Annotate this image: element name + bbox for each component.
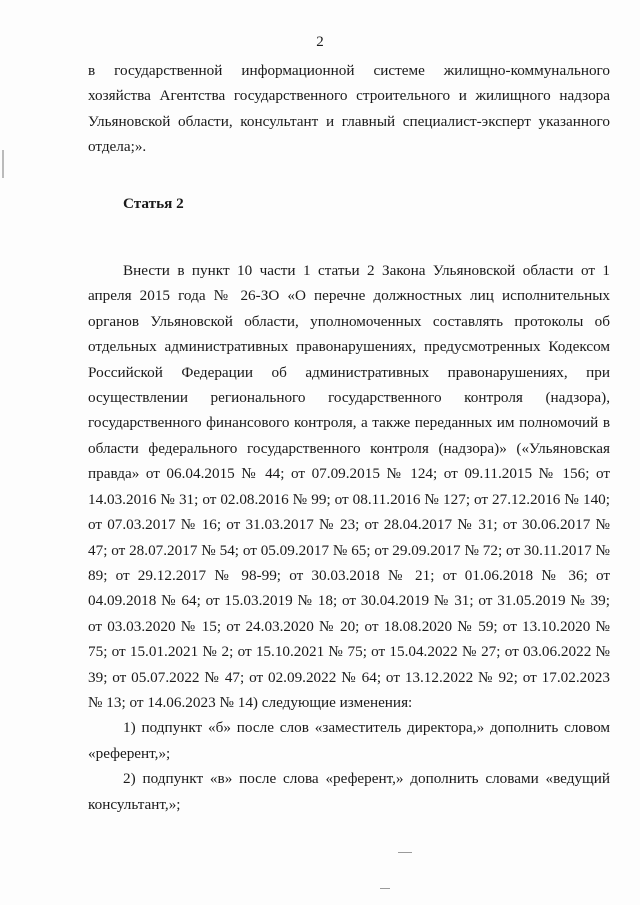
scan-artifact [380, 888, 390, 889]
continuation-paragraph: в государственной информационной системе жилищно-коммунального хозяйства Агентства государственного строительного и жилищного надзора Ульяновской области, консультант и главный специалист-эксперт указанного отдела;». [88, 62, 610, 156]
main-paragraph: Внести в пункт 10 части 1 статьи 2 Закона Ульяновской области от 1 апреля 2015 года № 26-ЗО «О перечне должностных лиц исполнительных органов Ульяновской области, уполномоченных составлять протоколы об отдельных административных правонарушениях, предусмотренных Кодексом Российской Федерации об административных правонарушениях, при осуществлении регионального государственного контроля (надзора), государственного финансового контроля, а также переданных им полномочий в области федерального государственного контроля (надзора)» («Ульяновская правда» от 06.04.2015 № 44; от 07.09.2015 № 124; от 09.11.2015 № 156; от 14.03.2016 № 31; от 02.08.2016 № 99; от 08.11.2016 № 127; от 27.12.2016 № 140; от 07.03.2017 № 16; от 31.03.2017 № 23; от 28.04.2017 № 31; от 30.06.2017 № 47; от 28.07.2017 № 54; от 05.09.2017 № 65; от 29.09.2017 № 72; от 30.11.2017 № 89; от 29.12.2017 № 98-99; от 30.03.2018 № 21; от 01.06.2018 № 36; от 04.09.2018 № 64; от 15.03.2019 № 18; от 30.04.2019 № 31; от 31.05.2019 № 39; от 03.03.2020 № 15; от 24.03.2020 № 20; от 18.08.2020 № 59; от 13.10.2020 № 75; от 15.01.2021 № 2; от 15.10.2021 № 75; от 15.04.2022 № 27; от 03.06.2022 № 39; от 05.07.2022 № 47; от 02.09.2022 № 64; от 13.12.2022 № 92; от 17.02.2023 № 13; от 14.06.2023 № 14) следующие изменения: [88, 262, 610, 711]
document-body [88, 58, 610, 817]
scan-artifact [2, 150, 4, 178]
page-number: 2 [316, 34, 324, 50]
amendment-item-1: 1) подпункт «б» после слов «заместитель директора,» дополнить словом «референт,»; [88, 719, 610, 762]
scan-artifact [398, 852, 412, 853]
amendment-item-2: 2) подпункт «в» после слова «референт,» дополнить словами «ведущий консультант,»; [88, 770, 610, 813]
article-heading: Статья 2 [123, 194, 184, 212]
